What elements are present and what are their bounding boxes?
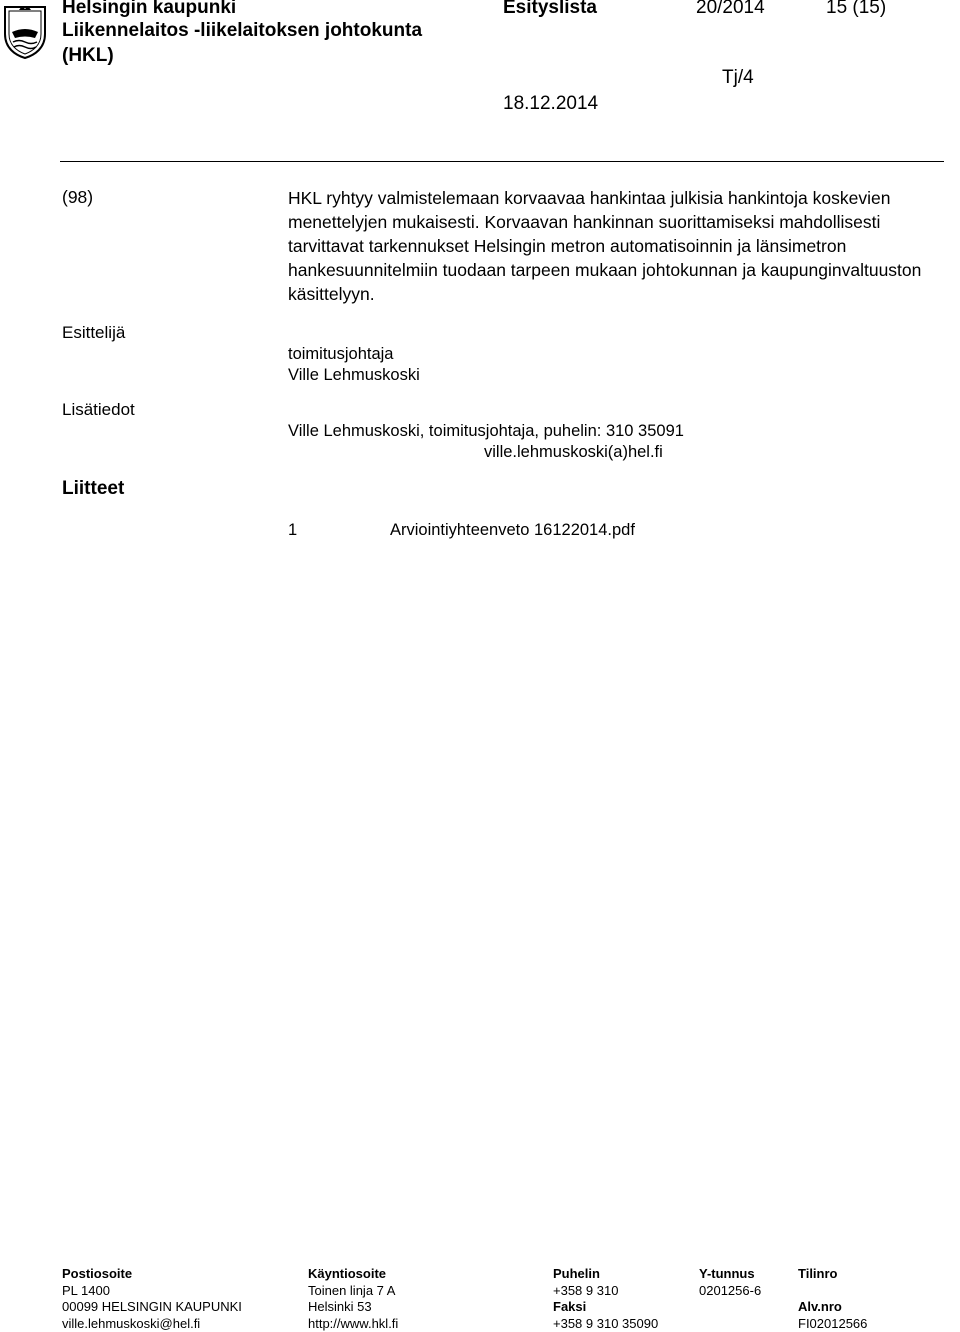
footer-email[interactable]: ville.lehmuskoski@hel.fi [62,1315,201,1331]
footer-phone-label: Puhelin [553,1266,600,1281]
org-abbreviation: (HKL) [62,45,114,66]
presenter-label: Esittelijä [62,323,126,342]
footer-account-label: Tilinro [798,1266,838,1281]
org-unit: Liikennelaitos -liikelaitoksen johtokunta [62,20,423,41]
attachments-heading: Liitteet [62,478,125,499]
contact-email: ville.lehmuskoski(a)hel.fi [484,443,663,461]
body-paragraph [288,186,948,306]
footer-visit-label: Käyntiosoite [308,1266,387,1281]
document-date: 18.12.2014 [503,93,599,114]
footer-street: Toinen linja 7 A [308,1282,396,1298]
footer-fax-value: +358 9 310 35090 [553,1315,659,1331]
footer-postal-box: PL 1400 [62,1282,110,1298]
presenter-name: Ville Lehmuskoski [288,366,420,384]
page-number: 15 (15) [826,0,887,18]
header-divider [60,161,944,162]
contact-line: Ville Lehmuskoski, toimitusjohtaja, puhelin: 310 35091 [288,422,684,440]
footer-account [798,1266,867,1332]
info-label: Lisätiedot [62,400,135,419]
footer-postal [62,1266,242,1332]
footer-visit [308,1266,398,1332]
attachment-link[interactable]: Arviointiyhteenveto 16122014.pdf [390,521,635,539]
footer-phone-value: +358 9 310 [553,1282,619,1298]
footer-ytunnus-value: 0201256-6 [699,1282,762,1298]
footer-phone [553,1266,658,1332]
body-paragraph-text: HKL ryhtyy valmistelemaan korvaavaa hankintaa julkisia hankintoja koskevien menettelyjen mukaisesti. Korvaavan hankinnan suorittamiseksi mahdollisesti tarvittavat tarkennukset Helsingin metron automatisoinnin ja länsimetron hankesuunnitelmiin tuodaan tarpeen mukaan johtokunnan ja kaupunginvaltuuston käsittelyyn. [288,188,922,304]
agenda-item: Tj/4 [722,67,754,88]
document-type: Esityslista [503,0,597,18]
section-reference: (98) [62,187,94,207]
footer-postal-label: Postiosoite [62,1266,133,1281]
footer-website[interactable]: http://www.hkl.fi [308,1315,399,1331]
document-number: 20/2014 [696,0,765,18]
org-name: Helsingin kaupunki [62,0,237,18]
helsinki-crest-icon [2,4,48,60]
footer-visit-city: Helsinki 53 [308,1299,372,1314]
attachment-number: 1 [288,521,298,539]
footer-ytunnus-label: Y-tunnus [699,1266,755,1281]
footer-vat-value: FI02012566 [798,1315,868,1331]
footer-postal-city: 00099 HELSINGIN KAUPUNKI [62,1299,242,1314]
presenter-title: toimitusjohtaja [288,345,394,363]
footer-vat-label: Alv.nro [798,1299,842,1314]
footer-ytunnus [699,1266,761,1299]
footer-fax-label: Faksi [553,1299,587,1314]
